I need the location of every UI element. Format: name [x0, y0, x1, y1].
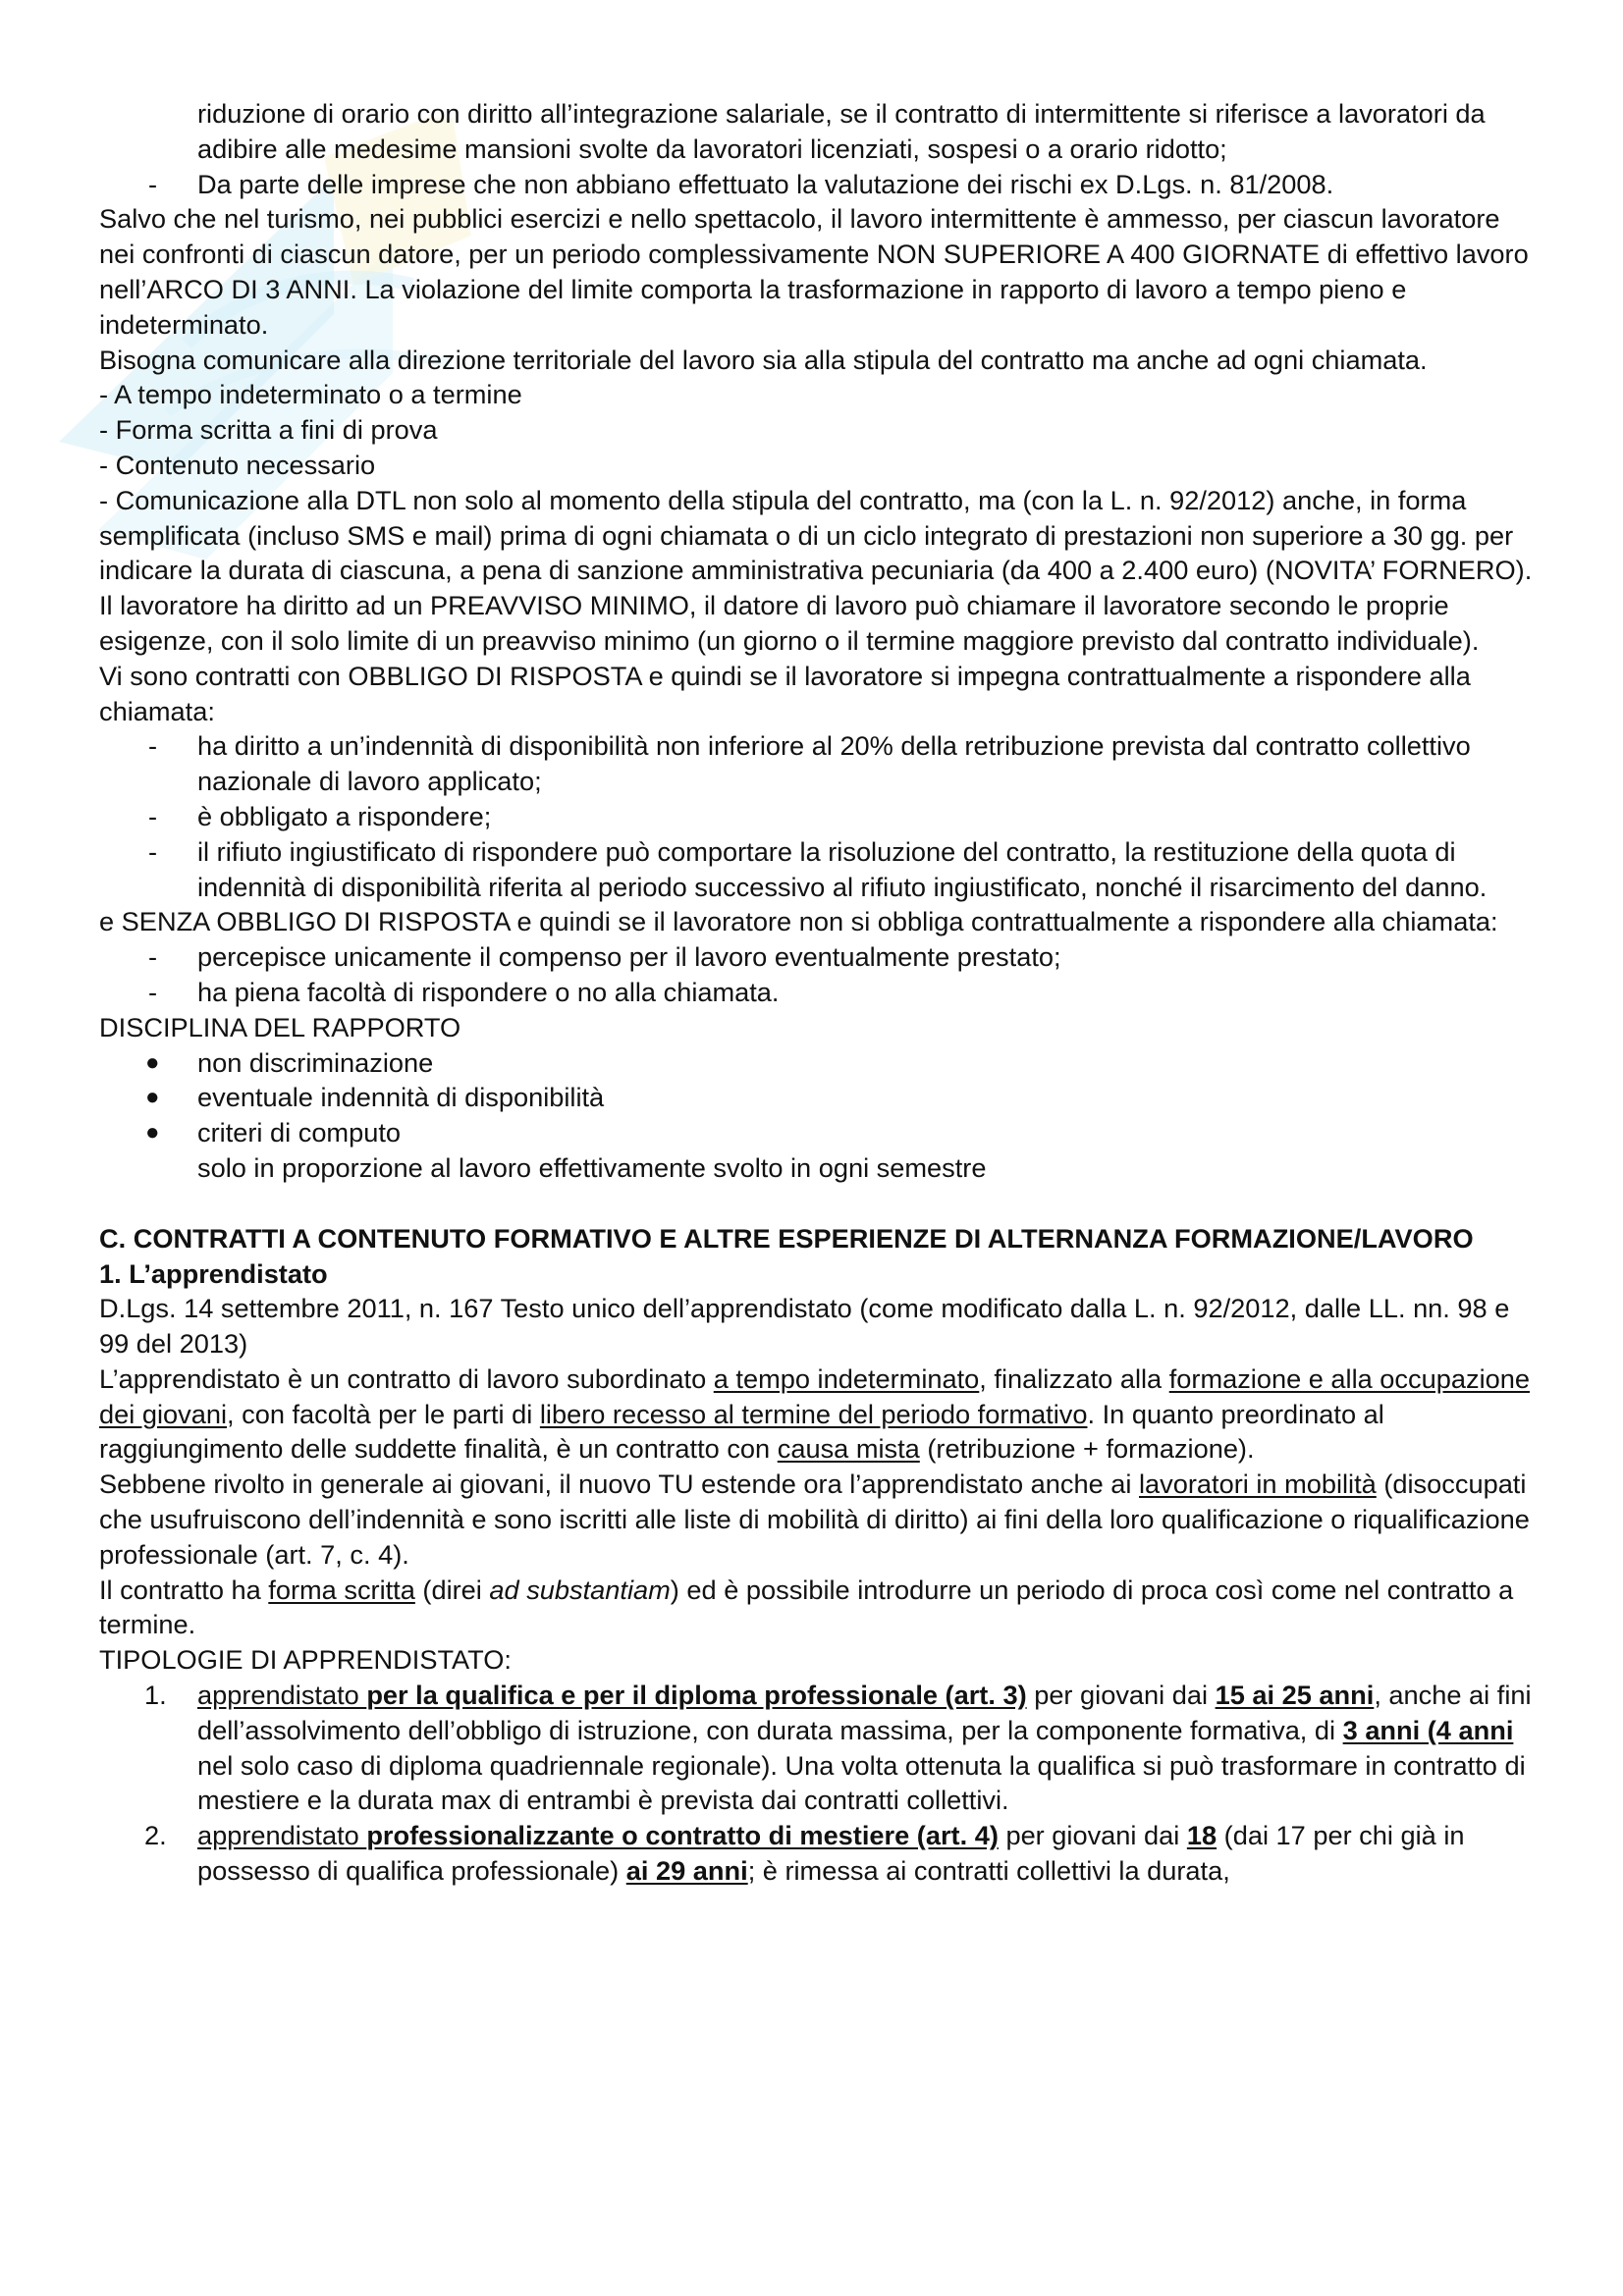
- dash-marker: -: [148, 835, 158, 867]
- bullet-icon: ●: [145, 1048, 160, 1076]
- document-body: [99, 96, 1533, 1889]
- obbligo-list-item: - ha diritto a un’indennità di disponibilità non inferiore al 20% della retribuzione prevista dal contratto collettivo nazionale di lavoro applicato;: [148, 730, 1471, 797]
- requirement-line: - Comunicazione alla DTL non solo al momento della stipula del contratto, ma (con la L. n. 92/2012) anche, in forma semplificata (incluso SMS e mail) prima di ogni chiamata o di un ciclo integrato di prestazioni non superiore a 30 gg. per indicare la durata di ciascuna, a pena di sanzione amministrativa pecuniaria (da 400 a 2.400 euro) (NOVITA’ FORNERO).: [99, 484, 1533, 586]
- list-number: 2.: [144, 1820, 167, 1851]
- section-spacer: [99, 1186, 1533, 1221]
- sebbene-paragraph: Sebbene rivolto in generale ai giovani, il nuovo TU estende ora l’apprendistato anche ai lavoratori in mobilità (disoccupati che usufruiscono dell’indennità e sono iscritti alle liste di mobilità di diritto) ai fini della loro qualificazione o riqualificazione professionale (art. 7, c. 4).: [99, 1468, 1530, 1570]
- bisogna-paragraph: Bisogna comunicare alla direzione territoriale del lavoro sia alla stipula del contratto ma anche ad ogni chiamata.: [99, 344, 1428, 375]
- obbligo-list-item: - è obbligato a rispondere;: [99, 799, 1533, 834]
- bullet-icon: ●: [145, 1084, 160, 1111]
- dash-marker: -: [148, 800, 158, 831]
- obbligo-intro: Vi sono contratti con OBBLIGO DI RISPOSTA e quindi se il lavoratore si impegna contrattualmente a rispondere alla chiamata:: [99, 660, 1471, 726]
- section-c-title: C. CONTRATTI A CONTENUTO FORMATIVO E ALTRE ESPERIENZE DI ALTERNANZA FORMAZIONE/LAVORO: [99, 1222, 1474, 1254]
- dash-marker: -: [148, 730, 158, 762]
- senza-list-item: - percepisce unicamente il compenso per il lavoro eventualmente prestato;: [99, 939, 1533, 975]
- senza-intro: e SENZA OBBLIGO DI RISPOSTA e quindi se il lavoratore non si obbliga contrattualmente a rispondere alla chiamata:: [99, 906, 1498, 937]
- continuation-paragraph: riduzione di orario con diritto all’integrazione salariale, se il contratto di intermittente si riferisce a lavoratori da adibire alle medesime mansioni svolte da lavoratori licenziati, sospesi o a orario ridotto;: [197, 98, 1486, 164]
- requirement-line: - Contenuto necessario: [99, 449, 376, 480]
- bullet-icon: ●: [145, 1119, 160, 1147]
- dash-marker: -: [148, 941, 158, 973]
- subsection-title: 1. L’apprendistato: [99, 1257, 328, 1289]
- list-number: 1.: [144, 1680, 167, 1711]
- senza-list-item: - ha piena facoltà di rispondere o no alla chiamata.: [99, 975, 1533, 1010]
- preavviso-paragraph: Il lavoratore ha diritto ad un PREAVVISO MINIMO, il datore di lavoro può chiamare il lavoratore secondo le proprie esigenze, con il solo limite di un preavviso minimo (un giorno o il termine maggiore previsto dal contratto individuale).: [99, 590, 1480, 656]
- tipologie-heading: TIPOLOGIE DI APPRENDISTATO:: [99, 1644, 512, 1676]
- disciplina-note: solo in proporzione al lavoro effettivamente svolto in ogni semestre: [197, 1151, 987, 1183]
- disciplina-list-item: ● criteri di computo: [99, 1115, 1533, 1150]
- disciplina-heading: DISCIPLINA DEL RAPPORTO: [99, 1011, 461, 1042]
- tipologia-list-item: 2. apprendistato professionalizzante o contratto di mestiere (art. 4) per giovani dai 18 (dai 17 per chi già in possesso di qualifica professionale) ai 29 anni; è rimessa ai contratti collettivi la durata,: [144, 1820, 1465, 1887]
- disciplina-list-item: ● non discriminazione: [99, 1045, 1533, 1081]
- apprendistato-definition: L’apprendistato è un contratto di lavoro subordinato a tempo indeterminato, finalizzato alla formazione e alla occupazione dei giovani, con facoltà per le parti di libero recesso al termine del periodo formativo. In quanto preordinato al raggiungimento delle suddette finalità, è un contratto con causa mista (retribuzione + formazione).: [99, 1362, 1530, 1465]
- requirement-line: - Forma scritta a fini di prova: [99, 414, 438, 446]
- disciplina-list-item: ● eventuale indennità di disponibilità: [99, 1080, 1533, 1115]
- tipologia-list-item: 1. apprendistato per la qualifica e per il diploma professionale (art. 3) per giovani dai 15 ai 25 anni, anche ai fini dell’assolvimento dell’obbligo di istruzione, con durata massima, per la componente formativa, di 3 anni (4 anni nel solo caso di diploma quadriennale regionale). Una volta ottenuta la qualifica si può trasformare in contratto di mestiere e la durata max di entrambi è prevista dai contratti collettivi.: [144, 1680, 1532, 1816]
- dlgs-reference: D.Lgs. 14 settembre 2011, n. 167 Testo unico dell’apprendistato (come modificato dalla L. n. 92/2012, dalle LL. nn. 98 e 99 del 2013): [99, 1293, 1510, 1360]
- salvo-paragraph: Salvo che nel turismo, nei pubblici esercizi e nello spettacolo, il lavoro intermittente è ammesso, per ciascun lavoratore nei confronti di ciascun datore, per un periodo complessivamente NON SUPERIORE A 400 GIORNATE di effettivo lavoro nell’ARCO DI 3 ANNI. La violazione del limite comporta la trasformazione in rapporto di lavoro a tempo pieno e indeterminato.: [99, 203, 1529, 340]
- dash-marker: -: [148, 976, 158, 1007]
- obbligo-list-item: - il rifiuto ingiustificato di rispondere può comportare la risoluzione del contratto, la restituzione della quota di indennità di disponibilità riferita al periodo successivo al rifiuto ingiustificato, nonché il risarcimento del danno.: [148, 835, 1488, 902]
- requirement-line: - A tempo indeterminato o a termine: [99, 379, 522, 410]
- dash-list-item: - Da parte delle imprese che non abbiano effettuato la valutazione dei rischi ex D.Lgs. n. 81/2008.: [99, 167, 1533, 202]
- forma-paragraph: Il contratto ha forma scritta (direi ad substantiam) ed è possibile introdurre un periodo di proca così come nel contratto a termine.: [99, 1574, 1514, 1640]
- dash-marker: -: [148, 168, 158, 199]
